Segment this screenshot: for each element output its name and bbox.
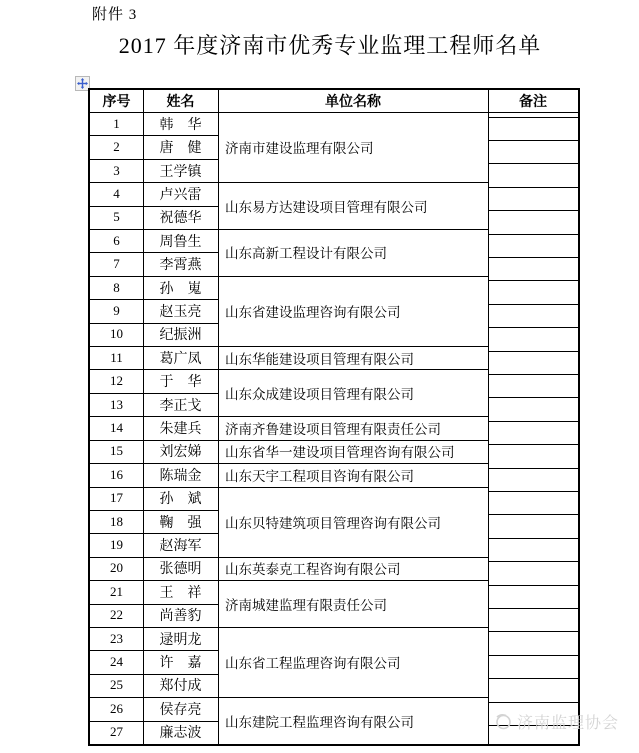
serial-cell: 16 (110, 466, 123, 482)
name-cell: 李正戈 (159, 398, 202, 414)
table-gridline (488, 585, 578, 586)
name-cell: 逯明龙 (159, 632, 202, 648)
header-cell-3: 备注 (519, 95, 547, 110)
serial-cell: 17 (110, 490, 123, 506)
company-cell: 济南齐鲁建设项目管理有限责任公司 (225, 421, 441, 437)
company-cell: 山东英泰克工程咨询有限公司 (225, 562, 401, 578)
table-gridline (488, 210, 578, 211)
name-cell: 鞠 强 (159, 515, 202, 531)
table-gridline (488, 90, 489, 744)
page-title: 2017 年度济南市优秀专业监理工程师名单 (118, 33, 542, 58)
table-gridline (488, 234, 578, 235)
serial-cell: 13 (110, 396, 123, 412)
header-cell-0: 序号 (102, 95, 131, 110)
serial-cell: 14 (110, 419, 123, 435)
table-gridline (488, 397, 578, 398)
name-cell: 郑付成 (159, 679, 202, 695)
name-cell: 孙 斌 (159, 492, 202, 508)
serial-cell: 15 (110, 443, 123, 459)
serial-cell: 10 (110, 326, 123, 342)
table-gridline (488, 678, 578, 679)
header-cell-2: 单位名称 (325, 95, 381, 110)
table-gridline (488, 444, 578, 445)
serial-cell: 7 (113, 256, 120, 272)
table-gridline (488, 491, 578, 492)
name-cell: 陈瑞金 (159, 468, 202, 484)
serial-cell: 6 (113, 232, 120, 248)
table-gridline (488, 163, 578, 164)
name-cell: 孙 嵬 (159, 281, 202, 297)
serial-cell: 5 (113, 209, 120, 225)
serial-cell: 22 (110, 607, 123, 623)
serial-cell: 19 (110, 537, 123, 553)
company-cell: 山东贝特建筑项目管理咨询有限公司 (225, 515, 441, 531)
name-cell: 祝德华 (159, 211, 202, 227)
serial-cell: 23 (110, 630, 123, 646)
name-cell: 许 嘉 (159, 656, 202, 672)
name-cell: 周鲁生 (159, 234, 202, 250)
table-gridline (488, 304, 578, 305)
serial-cell: 8 (113, 279, 120, 295)
serial-cell: 26 (110, 700, 123, 716)
company-cell: 山东易方达建设项目管理有限公司 (225, 199, 428, 215)
table-gridline (488, 117, 578, 118)
serial-cell: 20 (110, 560, 123, 576)
company-cell: 山东建院工程监理咨询有限公司 (225, 714, 414, 730)
company-cell: 山东天宇工程项目咨询有限公司 (225, 468, 414, 484)
table-gridline (488, 140, 578, 141)
company-cell: 山东众成建设项目管理有限公司 (225, 386, 414, 402)
name-cell: 于 华 (159, 375, 202, 391)
name-cell: 唐 健 (159, 141, 202, 157)
name-cell: 赵海军 (159, 539, 202, 555)
table-gridline (488, 280, 578, 281)
name-cell: 尚善豹 (159, 609, 202, 625)
header-cell-1: 姓名 (166, 95, 195, 110)
serial-cell: 11 (110, 349, 123, 365)
table-gridline (488, 561, 578, 562)
table-gridline (488, 187, 578, 188)
table-gridline (488, 327, 578, 328)
company-cell: 山东省工程监理咨询有限公司 (225, 656, 401, 672)
name-cell: 刘宏娣 (159, 445, 202, 461)
name-cell: 韩 华 (159, 117, 202, 133)
name-cell: 侯存亮 (159, 702, 202, 718)
serial-cell: 9 (113, 302, 120, 318)
name-cell: 王 祥 (159, 585, 202, 601)
table-gridline (488, 608, 578, 609)
company-cell: 山东省华一建设项目管理咨询有限公司 (225, 445, 455, 461)
company-cell: 山东省建设监理咨询有限公司 (225, 304, 401, 320)
name-cell: 朱建兵 (159, 421, 202, 437)
table-gridline (488, 702, 578, 703)
name-cell: 张德明 (159, 562, 202, 578)
company-cell: 山东华能建设项目管理有限公司 (225, 351, 414, 367)
name-cell: 王学镇 (159, 164, 202, 180)
serial-cell: 2 (113, 139, 120, 155)
name-cell: 葛广凤 (159, 351, 202, 367)
table-gridline (488, 421, 578, 422)
table-gridline (488, 257, 578, 258)
company-cell: 山东高新工程设计有限公司 (225, 246, 387, 262)
serial-cell: 3 (113, 162, 120, 178)
serial-cell: 18 (110, 513, 123, 529)
watermark-text: 济南监理协会 (517, 715, 620, 732)
name-cell: 李霄燕 (159, 258, 202, 274)
table-gridline (488, 538, 578, 539)
table-move-handle-icon (77, 78, 88, 89)
table-gridline (488, 468, 578, 469)
serial-cell: 12 (110, 373, 123, 389)
table-gridline (488, 725, 578, 726)
name-cell: 赵玉亮 (159, 304, 202, 320)
name-cell: 廉志波 (159, 726, 202, 742)
serial-cell: 1 (113, 115, 120, 131)
serial-cell: 21 (110, 583, 123, 599)
name-cell: 卢兴雷 (159, 187, 202, 203)
attachment-label: 附件 3 (92, 7, 138, 23)
table-gridline (488, 351, 578, 352)
table-gridline (488, 374, 578, 375)
serial-cell: 4 (113, 185, 120, 201)
serial-cell: 27 (110, 724, 123, 740)
roster-table (88, 88, 580, 746)
name-cell: 纪振洲 (159, 328, 202, 344)
company-cell: 济南市建设监理有限公司 (225, 141, 374, 157)
table-gridline (488, 631, 578, 632)
table-gridline (488, 655, 578, 656)
table-gridline (488, 514, 578, 515)
company-cell: 济南城建监理有限责任公司 (225, 597, 387, 613)
serial-cell: 25 (110, 677, 123, 693)
serial-cell: 24 (110, 654, 123, 670)
